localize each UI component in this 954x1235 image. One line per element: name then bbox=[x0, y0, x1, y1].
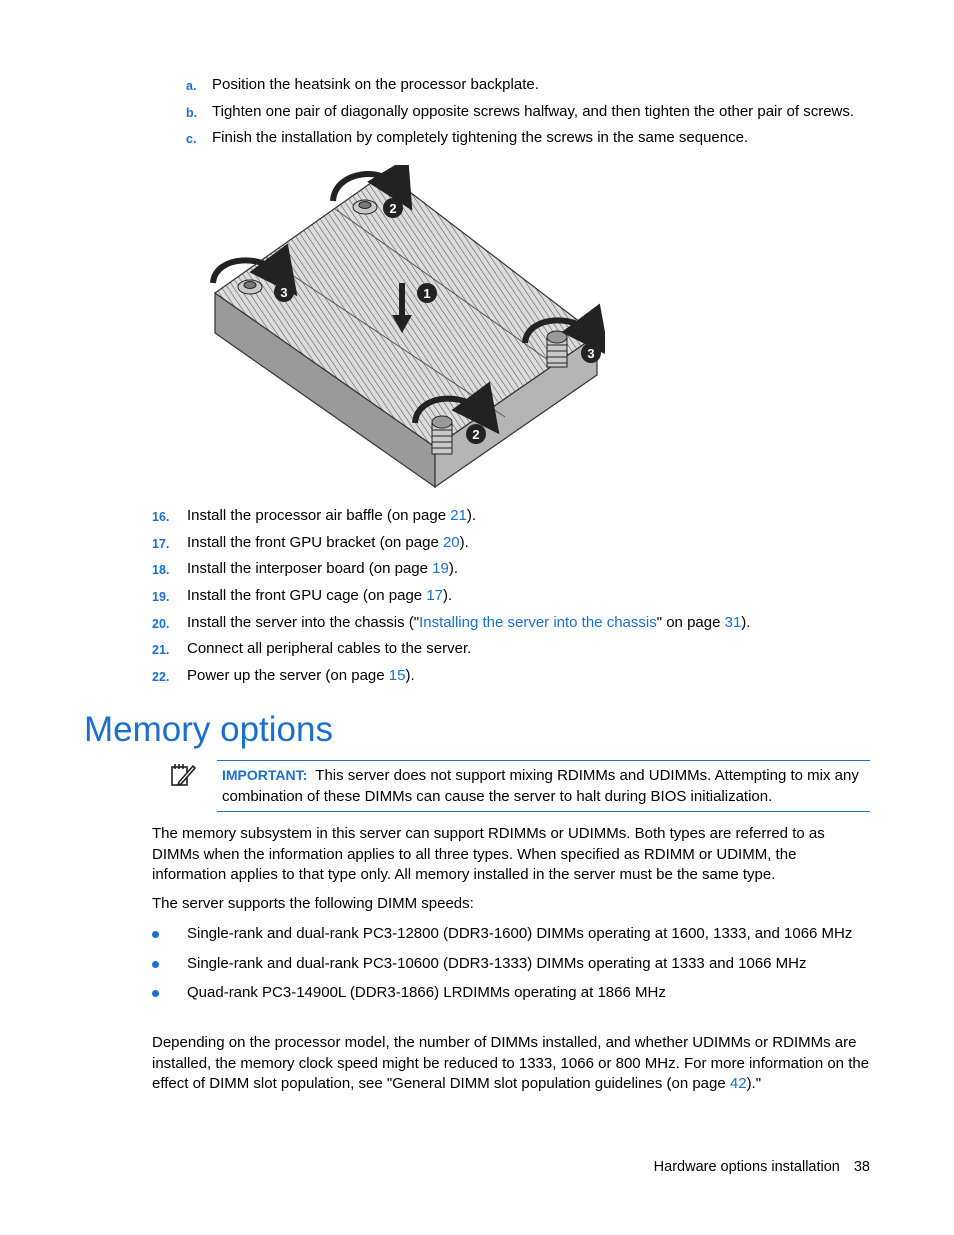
step-number: 20. bbox=[152, 616, 170, 631]
callout-number: 3 bbox=[587, 346, 595, 361]
screw bbox=[238, 280, 262, 294]
substep-marker: a. bbox=[186, 79, 197, 93]
step-number: 22. bbox=[152, 670, 170, 685]
step-text-end: ). bbox=[443, 587, 453, 605]
paragraph-text-end: )." bbox=[746, 1075, 762, 1092]
body-paragraph: The memory subsystem in this server can support RDIMMs or UDIMMs. Both types are referred to as DIMMs when the information applies to all three types. When specified as RDIMM or UDIMM, the information applies to that type only. All memory installed in the server must be the same type. bbox=[152, 825, 825, 883]
callout-number: 3 bbox=[280, 285, 288, 300]
note-label: IMPORTANT: bbox=[222, 767, 308, 783]
list-item-text: Single-rank and dual-rank PC3-12800 (DDR3-1600) DIMMs operating at 1600, 1333, and 1066 MHz bbox=[187, 925, 853, 942]
step-item bbox=[152, 666, 872, 693]
section-link[interactable]: Installing the server into the chassis bbox=[419, 613, 657, 631]
callout-badge bbox=[274, 282, 294, 302]
screw bbox=[353, 200, 377, 214]
step-item bbox=[152, 586, 872, 613]
footer-section-title: Hardware options installation bbox=[653, 1159, 840, 1175]
bullet-dot-icon bbox=[152, 931, 159, 938]
bullet-dot-icon bbox=[152, 990, 159, 997]
page-link[interactable]: 15 bbox=[388, 667, 406, 685]
step-list bbox=[152, 506, 872, 693]
substep-marker: c. bbox=[186, 132, 197, 146]
step-item bbox=[152, 506, 872, 533]
substep-item bbox=[186, 128, 886, 155]
callout-number: 1 bbox=[423, 286, 431, 301]
body-paragraph bbox=[152, 1033, 872, 1095]
note-text: This server does not support mixing RDIMMs and UDIMMs. Attempting to mix any combination of these DIMMs can cause the server to halt during BIOS initialization. bbox=[222, 767, 859, 805]
step-text: Power up the server (on page bbox=[187, 667, 389, 685]
substep-text: Tighten one pair of diagonally opposite screws halfway, and then tighten the other pair of screws. bbox=[212, 102, 855, 120]
step-number: 16. bbox=[152, 510, 170, 524]
step-text-end: ). bbox=[466, 507, 477, 524]
step-text: Install the server into the chassis (" bbox=[187, 613, 420, 631]
step-text-end: ). bbox=[448, 560, 459, 578]
callout-badge bbox=[466, 424, 486, 444]
bullet-dot-icon bbox=[152, 961, 159, 968]
dimm-speed-list bbox=[152, 924, 872, 1013]
important-note bbox=[217, 760, 870, 812]
section-heading: Memory options bbox=[84, 710, 333, 749]
list-item bbox=[152, 924, 872, 945]
body-paragraph: The server supports the following DIMM speeds: bbox=[152, 895, 474, 912]
step-item bbox=[152, 559, 872, 586]
screw bbox=[547, 331, 567, 367]
substep-marker: b. bbox=[186, 105, 198, 120]
step-text-end: ). bbox=[741, 613, 751, 631]
page-link[interactable]: 31 bbox=[724, 613, 742, 631]
step-item bbox=[152, 613, 872, 640]
substep-text: Finish the installation by completely tightening the screws in the same sequence. bbox=[212, 129, 749, 146]
page-link[interactable]: 17 bbox=[426, 587, 443, 605]
step-item bbox=[152, 533, 872, 560]
page-link[interactable]: 21 bbox=[450, 507, 467, 524]
list-item bbox=[152, 983, 872, 1004]
step-number: 19. bbox=[152, 590, 170, 605]
substep-item bbox=[186, 75, 886, 102]
page-link[interactable]: 20 bbox=[442, 533, 460, 551]
step-text-end: ). bbox=[405, 667, 415, 685]
substep-list bbox=[186, 75, 886, 155]
substep-text: Position the heatsink on the processor backplate. bbox=[212, 76, 539, 93]
list-item-text: Single-rank and dual-rank PC3-10600 (DDR3-1333) DIMMs operating at 1333 and 1066 MHz bbox=[187, 954, 807, 972]
callout-number: 2 bbox=[472, 427, 480, 442]
step-text: Connect all peripheral cables to the server. bbox=[187, 640, 472, 658]
step-number: 21. bbox=[152, 643, 170, 658]
screw bbox=[432, 416, 452, 454]
step-item bbox=[152, 639, 872, 666]
list-item bbox=[152, 954, 872, 975]
callout-number: 2 bbox=[389, 201, 397, 216]
important-note-icon bbox=[170, 762, 196, 788]
step-number: 17. bbox=[152, 536, 170, 551]
step-text-middle: " on page bbox=[656, 613, 725, 631]
step-number: 18. bbox=[152, 563, 170, 578]
heatsink-installation-figure bbox=[205, 165, 605, 490]
callout-badge bbox=[417, 283, 437, 303]
callout-badge bbox=[383, 198, 403, 218]
paragraph-text: Depending on the processor model, the number of DIMMs installed, and whether UDIMMs or RDIMMs are installed, the memory clock speed might be reduced to 1333, 1066 or 800 MHz. For more information on the effect of DIMM slot population, see "General DIMM slot population guidelines (on page bbox=[152, 1034, 870, 1092]
step-text: Install the processor air baffle (on page bbox=[187, 507, 451, 524]
step-text: Install the front GPU bracket (on page bbox=[187, 533, 443, 551]
substep-item bbox=[186, 102, 886, 129]
callout-badge bbox=[581, 343, 601, 363]
step-text: Install the interposer board (on page bbox=[187, 560, 433, 578]
step-text-end: ). bbox=[459, 533, 469, 551]
page-link[interactable]: 19 bbox=[432, 560, 449, 578]
page-footer bbox=[654, 1157, 870, 1178]
step-text: Install the front GPU cage (on page bbox=[187, 587, 427, 605]
page-number: 38 bbox=[853, 1159, 870, 1175]
list-item-text: Quad-rank PC3-14900L (DDR3-1866) LRDIMMs operating at 1866 MHz bbox=[187, 984, 666, 1001]
page-link[interactable]: 42 bbox=[729, 1075, 747, 1092]
